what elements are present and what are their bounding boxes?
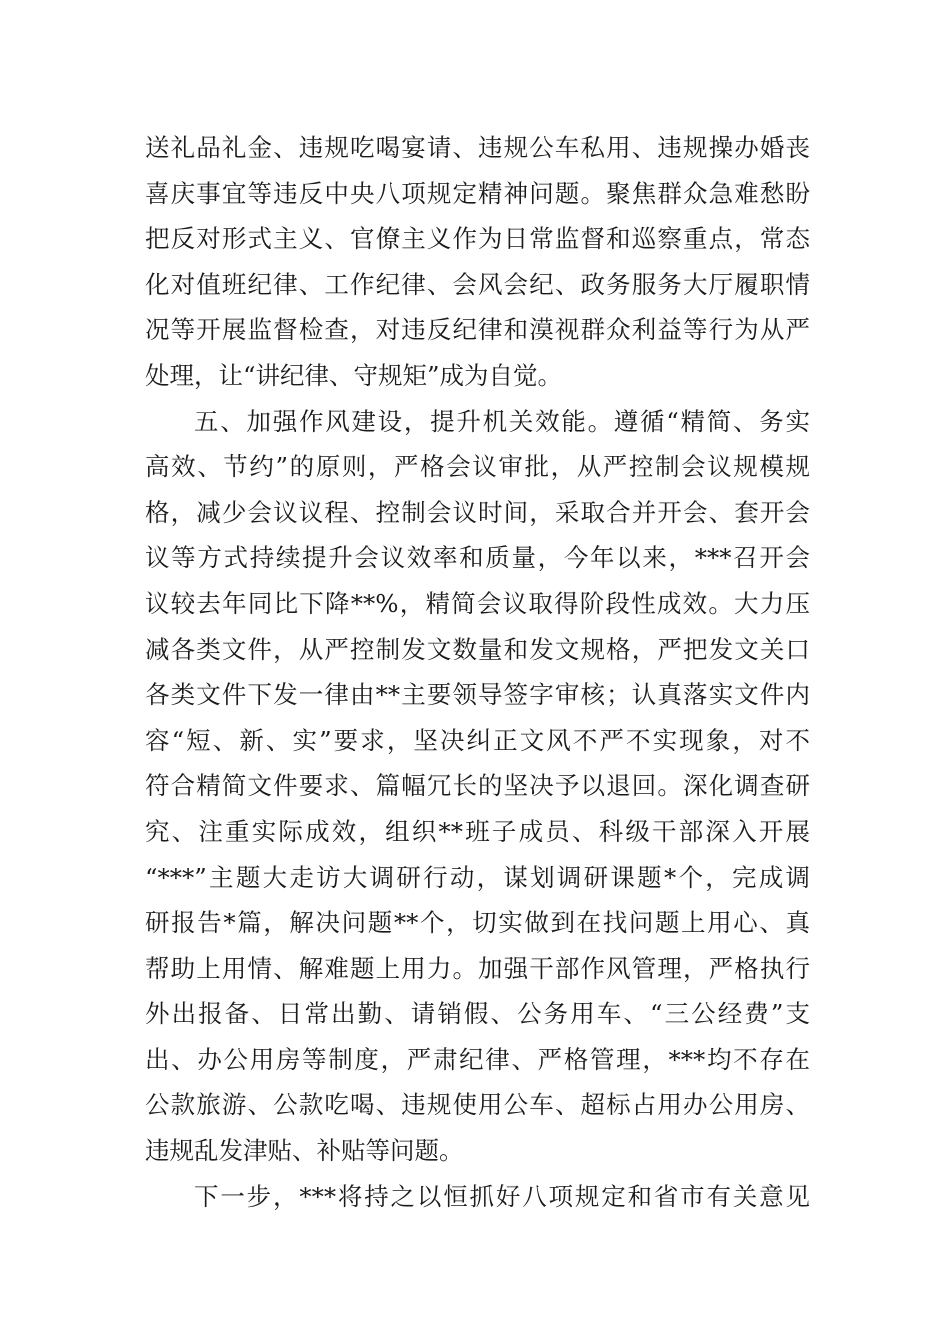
text-line: 外出报备、日常出勤、请销假、公务用车、“三公经费”支	[145, 999, 810, 1029]
text-line: 喜庆事宜等违反中央八项规定精神问题。聚焦群众急难愁盼	[145, 178, 810, 208]
text-line: 研报告*篇，解决问题**个，切实做到在找问题上用心、真	[145, 908, 810, 938]
text-line: 化对值班纪律、工作纪律、会风会纪、政务服务大厅履职情	[145, 269, 810, 299]
paragraph-start-line: 五、加强作风建设，提升机关效能。遵循“精简、务实	[194, 406, 810, 436]
text-line: “***”主题大走访大调研行动，谋划调研课题*个，完成调	[145, 862, 810, 892]
text-line: 帮助上用情、解难题上用力。加强干部作风管理，严格执行	[145, 953, 810, 983]
text-line: 究、注重实际成效，组织**班子成员、科级干部深入开展	[145, 816, 810, 846]
text-line: 符合精简文件要求、篇幅冗长的坚决予以退回。深化调查研	[145, 771, 810, 801]
text-line: 处理，让“讲纪律、守规矩”成为自觉。	[145, 360, 563, 390]
text-line: 出、办公用房等制度，严肃纪律、严格管理，***均不存在	[145, 1044, 810, 1074]
text-line: 违规乱发津贴、补贴等问题。	[145, 1136, 464, 1166]
text-line: 减各类文件，从严控制发文数量和发文规格，严把发文关口	[145, 634, 810, 664]
text-line: 议等方式持续提升会议效率和质量，今年以来，***召开会	[145, 543, 810, 573]
body-text	[145, 125, 810, 1219]
text-line: 议较去年同比下降**%，精简会议取得阶段性成效。大力压	[145, 588, 810, 618]
paragraph-start-line: 下一步，***将持之以恒抓好八项规定和省市有关意见	[194, 1181, 810, 1211]
text-line: 况等开展监督检查，对违反纪律和漠视群众利益等行为从严	[145, 315, 810, 345]
text-line: 各类文件下发一律由**主要领导签字审核；认真落实文件内	[145, 680, 810, 710]
text-line: 容“短、新、实”要求，坚决纠正文风不严不实现象，对不	[145, 725, 810, 755]
text-line: 格，减少会议议程、控制会议时间，采取合并开会、套开会	[145, 497, 810, 527]
text-line: 把反对形式主义、官僚主义作为日常监督和巡察重点，常态	[145, 224, 810, 254]
text-line: 送礼品礼金、违规吃喝宴请、违规公车私用、违规操办婚丧	[145, 133, 810, 162]
text-line: 公款旅游、公款吃喝、违规使用公车、超标占用办公用房、	[145, 1090, 810, 1120]
text-line: 高效、节约”的原则，严格会议审批，从严控制会议规模规	[145, 452, 810, 482]
